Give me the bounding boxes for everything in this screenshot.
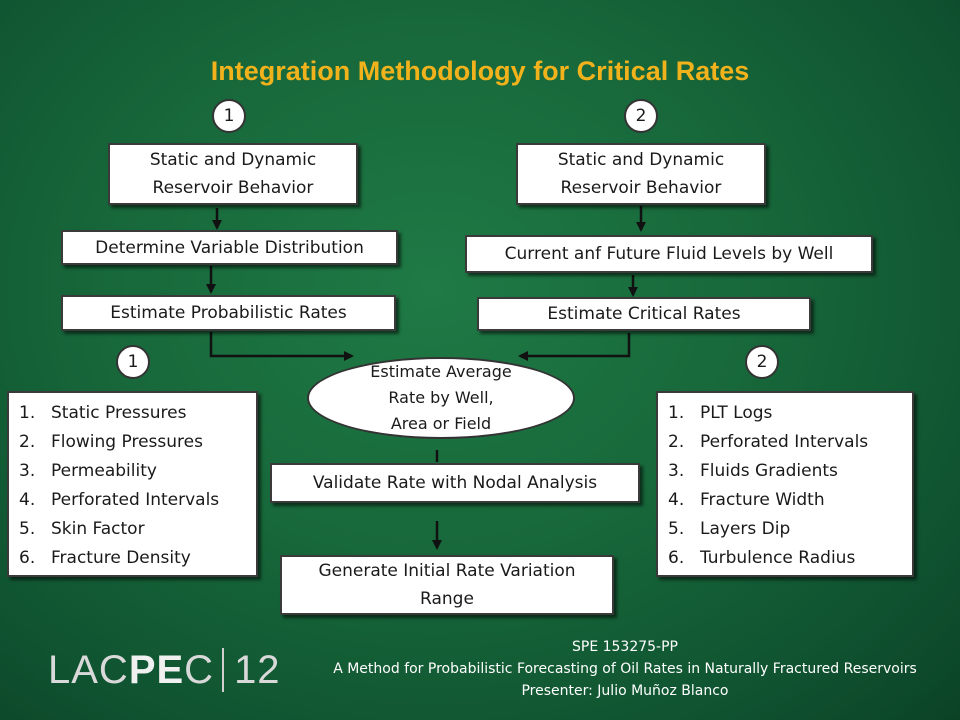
generate-rate-variation-box <box>280 555 614 615</box>
estimate-probabilistic-rates-box: Estimate Probabilistic Rates <box>61 295 396 331</box>
list-item: 3. Permeability <box>19 461 157 481</box>
list-item: 4. Fracture Width <box>668 490 825 510</box>
footer-paper-id: SPE 153275-PP <box>571 639 678 655</box>
left-static-dynamic-line1: Static and Dynamic <box>149 150 317 170</box>
estimate-average-rate-ellipse <box>307 357 575 439</box>
validate-nodal-analysis-box: Validate Rate with Nodal Analysis <box>270 463 640 503</box>
list-item: 4. Perforated Intervals <box>19 490 220 510</box>
footer-presenter: Presenter: Julio Muñoz Blanco <box>521 683 729 699</box>
right-variables-list <box>656 391 914 577</box>
step-marker-2-top: 2 <box>624 99 658 133</box>
fluid-levels-box: Current anf Future Fluid Levels by Well <box>465 235 873 273</box>
footer-citation <box>275 636 960 702</box>
estimate-critical-rates-box: Estimate Critical Rates <box>477 297 811 331</box>
list-item: 5. Layers Dip <box>668 519 791 539</box>
determine-variable-distribution-box: Determine Variable Distribution <box>61 230 398 265</box>
list-item: 1. Static Pressures <box>19 403 187 423</box>
list-item: 2. Perforated Intervals <box>668 432 869 452</box>
arrow-right-to-ellipse <box>520 333 629 356</box>
list-item: 2. Flowing Pressures <box>19 432 203 452</box>
list-item: 6. Fracture Density <box>19 548 191 568</box>
list-item: 3. Fluids Gradients <box>668 461 838 481</box>
step-marker-2-bottom: 2 <box>745 345 779 379</box>
footer-paper-title: A Method for Probabilistic Forecasting of Oil Rates in Naturally Fractured Reservoirs <box>333 661 917 677</box>
list-item: 6. Turbulence Radius <box>668 548 856 568</box>
arrow-left-to-ellipse <box>211 332 352 356</box>
right-static-dynamic-line2: Reservoir Behavior <box>560 178 722 198</box>
step-marker-1-bottom: 1 <box>116 345 150 379</box>
left-variables-list <box>7 391 258 577</box>
right-static-dynamic-box <box>516 143 766 205</box>
list-item: 1. PLT Logs <box>668 403 773 423</box>
ellipse-line3: Area or Field <box>390 414 492 433</box>
ellipse-line1: Estimate Average <box>370 362 512 381</box>
page-title: Integration Methodology for Critical Rates <box>210 56 750 86</box>
generate-line2: Range <box>420 589 474 609</box>
list-item: 5. Skin Factor <box>19 519 145 539</box>
right-static-dynamic-line1: Static and Dynamic <box>557 150 725 170</box>
generate-line1: Generate Initial Rate Variation <box>318 561 576 581</box>
left-static-dynamic-line2: Reservoir Behavior <box>152 178 314 198</box>
ellipse-line2: Rate by Well, <box>388 388 494 407</box>
lacpec-logo: LAC PE C 12 <box>48 647 281 692</box>
step-marker-1-top: 1 <box>212 99 246 133</box>
left-static-dynamic-box <box>108 143 358 205</box>
